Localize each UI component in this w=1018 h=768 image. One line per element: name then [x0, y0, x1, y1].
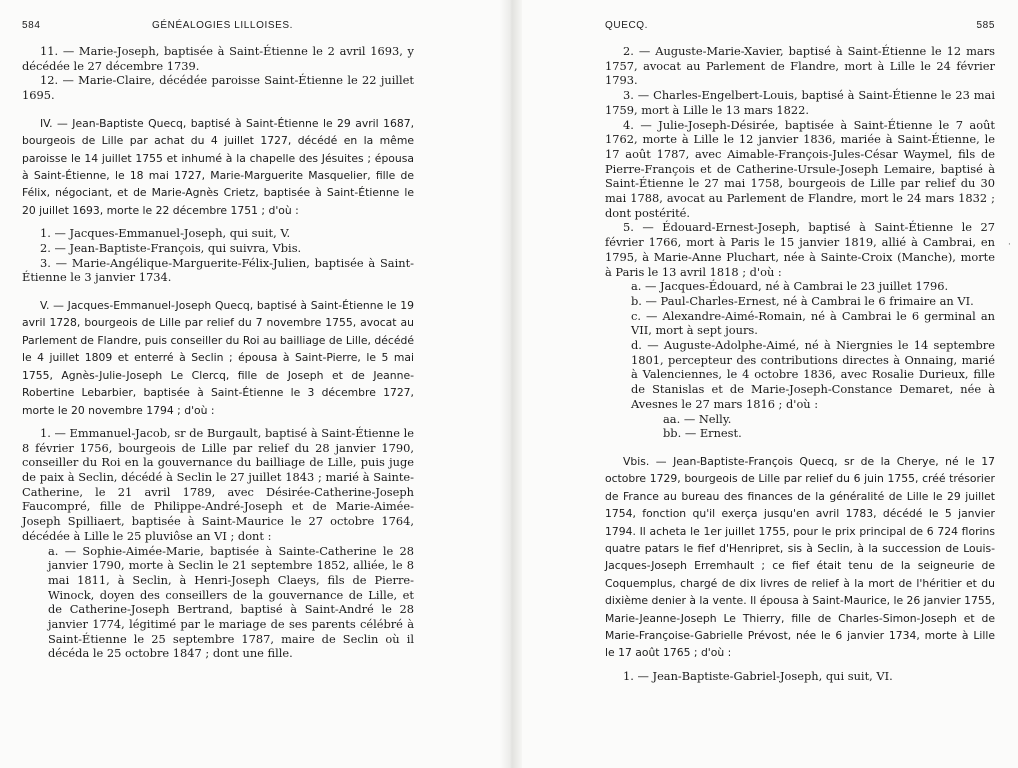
child-5-edouard-ernest: 5. — Édouard-Ernest-Joseph, baptisé à Saint-Étienne le 27 février 1766, mort à Paris le 15 janvier 1819, allié à Cambrai, en 1795, à Marie-Anne Pluchart, née à Sainte-Croix (Manche), morte à Paris le 13 avril 1818 ; d'où :	[605, 220, 995, 279]
entry-11-marie-joseph: 11. — Marie-Joseph, baptisée à Saint-Étienne le 2 avril 1693, y décédée le 27 décembre 1739.	[22, 44, 414, 73]
child-3-charles-engelbert: 3. — Charles-Engelbert-Louis, baptisé à Saint-Étienne le 23 mai 1759, mort à Lille le 13 mars 1822.	[605, 88, 995, 117]
grandchild-a-jacques-edouard: a. — Jacques-Édouard, né à Cambrai le 23 juillet 1796.	[631, 279, 949, 294]
great-grandchild-bb-ernest: bb. — Ernest.	[663, 426, 742, 441]
grandchild-b-paul-charles: b. — Paul-Charles-Ernest, né à Cambrai le 6 frimaire an VI.	[631, 293, 974, 308]
margin-mark: ·	[1008, 240, 1011, 250]
generation-v-paragraph: V. — Jacques-Emmanuel-Joseph Quecq, baptisé à Saint-Étienne le 19 avril 1728, bourgeois de Lille par relief du 7 novembre 1755, avocat au Parlement de Flandre, puis conseiller du Roi au bailliage de Lille, décédé le 4 juillet 1809 et enterré à Seclin ; épousa à Saint-Pierre, le 5 mai 1755, Agnès-Julie-Joseph Le Clercq, fille de Joseph et de Jeanne-Robertine Lebarbier, baptisée à Saint-Étienne le 3 décembre 1727, morte le 20 novembre 1794 ; d'où :	[22, 299, 414, 417]
grandchild-d-auguste-adolphe: d. — Auguste-Adolphe-Aimé, né à Niergnies le 14 septembre 1801, percepteur des contributions directes à Onnaing, marié à Valenciennes, le 4 octobre 1836, avec Rosalie Durieux, fille de Stanislas et de Marie-Joseph-Constance Demaret, née à Avesnes le 27 mars 1816 ; d'où :	[631, 338, 995, 411]
child-4-julie-joseph: 4. — Julie-Joseph-Désirée, baptisée à Saint-Étienne le 7 août 1762, morte à Lille le 12 janvier 1836, mariée à Saint-Étienne, le 17 août 1787, avec Aimable-François-Jules-César Waymel, fils de Pierre-François et de Catherine-Ursule-Joseph Lemaire, baptisé à Saint-Étienne le 27 mai 1758, bourgeois de Lille par relief du 30 mai 1788, avocat au Parlement de Flandre, mort le 24 mars 1832 ; dont postérité.	[605, 117, 995, 220]
grandchild-a-sophie-aimee: a. — Sophie-Aimée-Marie, baptisée à Sainte-Catherine le 28 janvier 1790, morte à Seclin le 21 septembre 1852, alliée, le 8 mai 1811, à Seclin, à Henri-Joseph Claeys, fils de Pierre-Winock, doyen des conseillers de la gouvernance de Lille, et de Catherine-Joseph Bertrand, baptisé à Saint-André le 28 janvier 1774, légitimé par le mariage de ses parents célébré à Saint-Étienne le 25 septembre 1787, maire de Seclin où il décéda le 25 octobre 1847 ; dont une fille.	[48, 543, 414, 661]
child-1-jacques-emmanuel: 1. — Jacques-Emmanuel-Joseph, qui suit, V.	[40, 226, 291, 241]
left-page-header	[22, 20, 414, 44]
child-2-jean-baptiste-francois: 2. — Jean-Baptiste-François, qui suivra, Vbis.	[40, 240, 302, 255]
left-page-number: 584	[22, 20, 41, 31]
generation-vbis-paragraph: Vbis. — Jean-Baptiste-François Quecq, sr de la Cherye, né le 17 octobre 1729, bourgeois de Lille par relief du 6 juin 1755, créé trésorier de France au bureau des finances de la généralité de Lille le 29 juillet 1754, fonction qu'il exerça jusqu'en avril 1783, décédé le 5 janvier 1794. Il acheta le 1er juillet 1755, pour le prix principal de 6 724 florins quatre patars le fief d'Henripret, sis à Seclin, à la succession de Louis-Jacques-Joseph Erremhault ; ce fief était tenu de la seigneurie de Coquemplus, chargé de dix livres de relief à la mort de l'héritier et du dixième denier à la vente. Il épousa à Saint-Maurice, le 26 janvier 1755, Marie-Jeanne-Joseph Le Thierry, fille de Charles-Simon-Joseph et de Marie-Françoise-Gabrielle Prévost, née le 6 janvier 1734, morte à Lille le 17 août 1765 ; d'où :	[605, 454, 995, 660]
right-page-number: 585	[976, 20, 995, 31]
book-gutter	[500, 0, 522, 768]
great-grandchild-aa-nelly: aa. — Nelly.	[663, 411, 732, 426]
child-1-jean-baptiste-gabriel: 1. — Jean-Baptiste-Gabriel-Joseph, qui suit, VI.	[623, 668, 893, 683]
right-running-head: QUECQ.	[605, 20, 649, 31]
right-page	[605, 20, 995, 684]
child-3-marie-angelique: 3. — Marie-Angélique-Marguerite-Félix-Julien, baptisée à Saint-Étienne le 3 janvier 1734.	[22, 255, 414, 285]
child-2-auguste-marie-xavier: 2. — Auguste-Marie-Xavier, baptisé à Saint-Étienne le 12 mars 1757, avocat au Parlement de Flandre, mort à Lille le 24 février 1793.	[605, 44, 995, 88]
grandchild-c-alexandre-aime: c. — Alexandre-Aimé-Romain, né à Cambrai le 6 germinal an VII, mort à sept jours.	[631, 308, 995, 338]
entry-12-marie-claire: 12. — Marie-Claire, décédée paroisse Saint-Étienne le 22 juillet 1695.	[22, 73, 414, 103]
generation-iv-paragraph: IV. — Jean-Baptiste Quecq, baptisé à Saint-Étienne le 29 avril 1687, bourgeois de Lille par achat du 4 juillet 1727, décédé en la même paroisse le 14 juillet 1755 et inhumé à la chapelle des Jésuites ; épousa à Saint-Étienne, le 18 mai 1727, Marie-Marguerite Masquelier, fille de Félix, négociant, et de Marie-Agnès Crietz, baptisée à Saint-Étienne le 20 juillet 1693, morte le 22 décembre 1751 ; d'où :	[22, 116, 414, 217]
child-1-emmanuel-jacob: 1. — Emmanuel-Jacob, sr de Burgault, baptisé à Saint-Étienne le 8 février 1756, bourgeois de Lille par relief du 28 janvier 1790, conseiller du Roi en la gouvernance du bailliage de Lille, puis juge de paix à Seclin, décédé à Seclin le 27 juillet 1843 ; marié à Sainte-Catherine, le 21 avril 1789, avec Désirée-Catherine-Joseph Faucompré, fille de Philippe-André-Joseph et de Marie-Aimée-Joseph Spilliaert, baptisée à Saint-Maurice le 27 octobre 1764, décédée à Lille le 25 pluviôse an VI ; dont :	[22, 425, 414, 543]
left-page	[22, 20, 414, 661]
left-running-head: GÉNÉALOGIES LILLOISES.	[152, 20, 294, 31]
right-page-header	[605, 20, 995, 44]
